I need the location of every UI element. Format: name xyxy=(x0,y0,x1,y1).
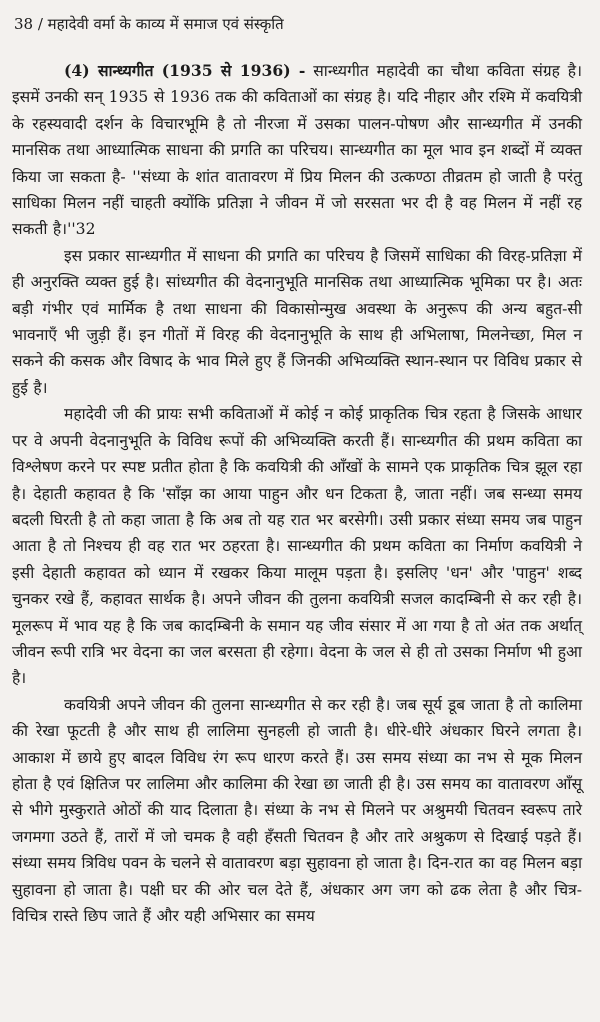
running-head: 38 / महादेवी वर्मा के काव्य में समाज एवं संस्कृति xyxy=(14,15,284,33)
paragraph-sadhana-pragati xyxy=(12,243,582,401)
paragraph-text: महादेवी जी की प्रायः सभी कविताओं में कोई न कोई प्राकृतिक चित्र रहता है जिसके आधार पर वे अपनी वेदनानुभूति के विविध रूपों की अभिव्यक्ति करती हैं। सान्ध्यगीत की प्रथम कविता का विश्लेषण करने पर स्पष्ट प्रतीत होता है कि कवयित्री की आँखों के सामने एक प्राकृतिक चित्र झूल रहा है। देहाती कहावत है कि 'साँझ का आया पाहुन और धन टिकता है, जाता नहीं। जब सन्ध्या समय बदली घिरती है तो कहा जाता है कि अब तो यह रात भर बरसेगी। उसी प्रकार संध्या समय जब पाहुन आता है तो निश्चय ही वह रात भर ठहरता है। सान्ध्यगीत की प्रथम कविता का निर्माण कवयित्री ने इसी देहाती कहावत को ध्यान में रखकर किया मालूम पड़ता है। इसलिए 'धन' और 'पाहुन' शब्द चुनकर रखे हैं, कहावत सार्थक है। अपने जीवन की तुलना कवयित्री सजल कादम्बिनी से कर रही है। मूलरूप में भाव यह है कि जब कादम्बिनी के समान यह जीव संसार में आ गया है तो अंत तक अर्थात् जीवन रूपी रात्रि भर वेदना का जल बरसता ही रहेगा। वेदना के जल से ही तो उसका निर्माण भी हुआ है। xyxy=(12,405,582,688)
section-heading: (4) सान्ध्यगीत (1935 से 1936) - xyxy=(64,61,306,80)
paragraph-sandhyageet-intro xyxy=(12,58,582,243)
paragraph-text: कवयित्री अपने जीवन की तुलना सान्ध्यगीत से कर रही है। जब सूर्य डूब जाता है तो कालिमा की रेखा फूटती है और साथ ही लालिमा सुनहली हो जाती है। धीरे-धीरे अंधकार घिरने लगता है। आकाश में छाये हुए बादल विविध रंग रूप धारण करते हैं। उस समय संध्या का नभ से मूक मिलन होता है एवं क्षितिज पर लालिमा और कालिमा की रेखा छा जाती ही है। उस समय का वातावरण आँसू से भीगे मुस्कुराते ओठों की याद दिलाता है। संध्या के नभ से मिलने पर अश्रुमयी चितवन स्वरूप तारे जगमगा उठते हैं, तारों में जो चमक है वही हँसती चितवन है और तारे अश्रुकण से दिखाई पड़ते हैं। संध्या समय त्रिविध पवन के चलने से वातावरण बड़ा सुहावना हो जाता है। दिन-रात का वह मिलन बड़ा सुहावना हो जाता है। पक्षी घर की ओर चल देते हैं, अंधकार अग जग को ढक लेता है और चित्र-विचित्र रास्ते छिप जाते हैं और यही अभिसार का समय xyxy=(12,695,582,925)
body-text xyxy=(12,58,582,929)
paragraph-prakritik-chitra xyxy=(12,401,582,691)
paragraph-text: इस प्रकार सान्ध्यगीत में साधना की प्रगति का परिचय है जिसमें साधिका की विरह-प्रतिज्ञा में ही अनुरक्ति व्यक्त हुई है। सांध्यगीत की वेदनानुभूति मानसिक तथा आध्यात्मिक भूमिका पर है। अतः बड़ी गंभीर एवं मार्मिक है तथा साधना की विकासोन्मुख अवस्था के अनुरूप की अन्य बहुत-सी भावनाएँ भी जुड़ी हैं। इन गीतों में विरह की वेदनानुभूति के साथ ही अभिलाषा, मिलनेच्छा, मिल न सकने की कसक और विषाद के भाव मिले हुए हैं जिनकी अभिव्यक्ति स्थान-स्थान पर विविध प्रकार से हुई है। xyxy=(12,246,582,397)
paragraph-text: सान्ध्यगीत महादेवी का चौथा कविता संग्रह है। इसमें उनकी सन् 1935 से 1936 तक की कविताओं का संग्रह है। यदि नीहार और रश्मि में कवयित्री के रहस्यवादी दर्शन के विचारभूमि है तो नीरजा में उसका पालन-पोषण और सान्ध्यगीत में उनकी मानसिक तथा आध्यात्मिक साधना की प्रगति का परिचय। सान्ध्यगीत का मूल भाव इन शब्दों में व्यक्त किया जा सकता है- ''संध्या के शांत वातावरण में प्रिय मिलन की उत्कण्ठा तीव्रतम हो जाती है परंतु साधिका मिलन नहीं चाहती क्योंकि प्रतिज्ञा ने जीवन में जो सरसता भर दी है वह मिलन में नहीं रह सकती है।''32 xyxy=(12,62,582,239)
paragraph-jeevan-tulna xyxy=(12,692,582,930)
